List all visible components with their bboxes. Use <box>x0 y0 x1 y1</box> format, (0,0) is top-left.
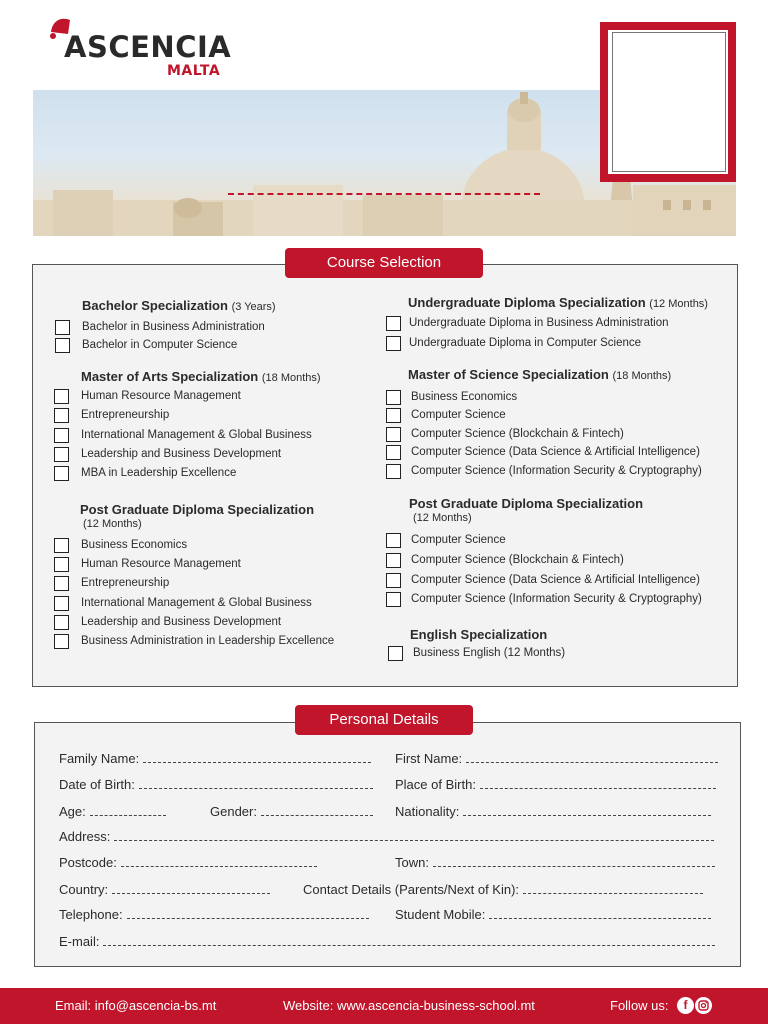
footer-website[interactable]: Website: www.ascencia-business-school.mt <box>283 998 535 1013</box>
photo-placeholder[interactable] <box>612 32 726 172</box>
family-name-field[interactable]: Family Name: <box>59 751 371 766</box>
footer-email[interactable]: Email: info@ascencia-bs.mt <box>55 998 217 1013</box>
footer-follow-label: Follow us: <box>610 998 669 1013</box>
bachelor-heading: Bachelor Specialization (3 Years) <box>82 298 276 313</box>
master-arts-heading: Master of Arts Specialization (18 Months) <box>81 369 321 384</box>
title-underline <box>228 193 540 195</box>
pgd-left-duration: (12 Months) <box>83 518 142 530</box>
pgd-right-heading: Post Graduate Diploma Specialization <box>409 496 644 511</box>
student-mobile-field[interactable]: Student Mobile: <box>395 907 711 922</box>
logo-name: ASCENCIA <box>64 30 232 64</box>
nationality-field[interactable]: Nationality: <box>395 804 711 819</box>
age-field[interactable]: Age: <box>59 804 166 819</box>
email-field[interactable]: E-mail: <box>59 934 715 949</box>
telephone-field[interactable]: Telephone: <box>59 907 369 922</box>
pgd-left-heading: Post Graduate Diploma Specialization <box>80 502 315 517</box>
postcode-field[interactable]: Postcode: <box>59 855 317 870</box>
english-heading: English Specialization <box>410 627 548 642</box>
instagram-icon[interactable] <box>695 997 712 1014</box>
undergrad-heading: Undergraduate Diploma Specialization (12 Months) <box>408 295 708 310</box>
master-science-heading: Master of Science Specialization (18 Months) <box>408 367 672 382</box>
country-field[interactable]: Country: <box>59 882 270 897</box>
gender-field[interactable]: Gender: <box>210 804 373 819</box>
address-field[interactable]: Address: <box>59 829 714 844</box>
pgd-right-duration: (12 Months) <box>413 512 472 524</box>
town-field[interactable]: Town: <box>395 855 715 870</box>
date-of-birth-field[interactable]: Date of Birth: <box>59 777 373 792</box>
footer-bar <box>0 988 768 1024</box>
contact-details-field[interactable]: Contact Details (Parents/Next of Kin): <box>303 882 703 897</box>
logo <box>46 16 246 86</box>
facebook-icon[interactable]: f <box>677 997 694 1014</box>
course-selection-label: Course Selection <box>285 248 483 278</box>
logo-location: MALTA <box>167 63 221 79</box>
personal-details-label: Personal Details <box>295 705 473 735</box>
first-name-field[interactable]: First Name: <box>395 751 718 766</box>
place-of-birth-field[interactable]: Place of Birth: <box>395 777 716 792</box>
